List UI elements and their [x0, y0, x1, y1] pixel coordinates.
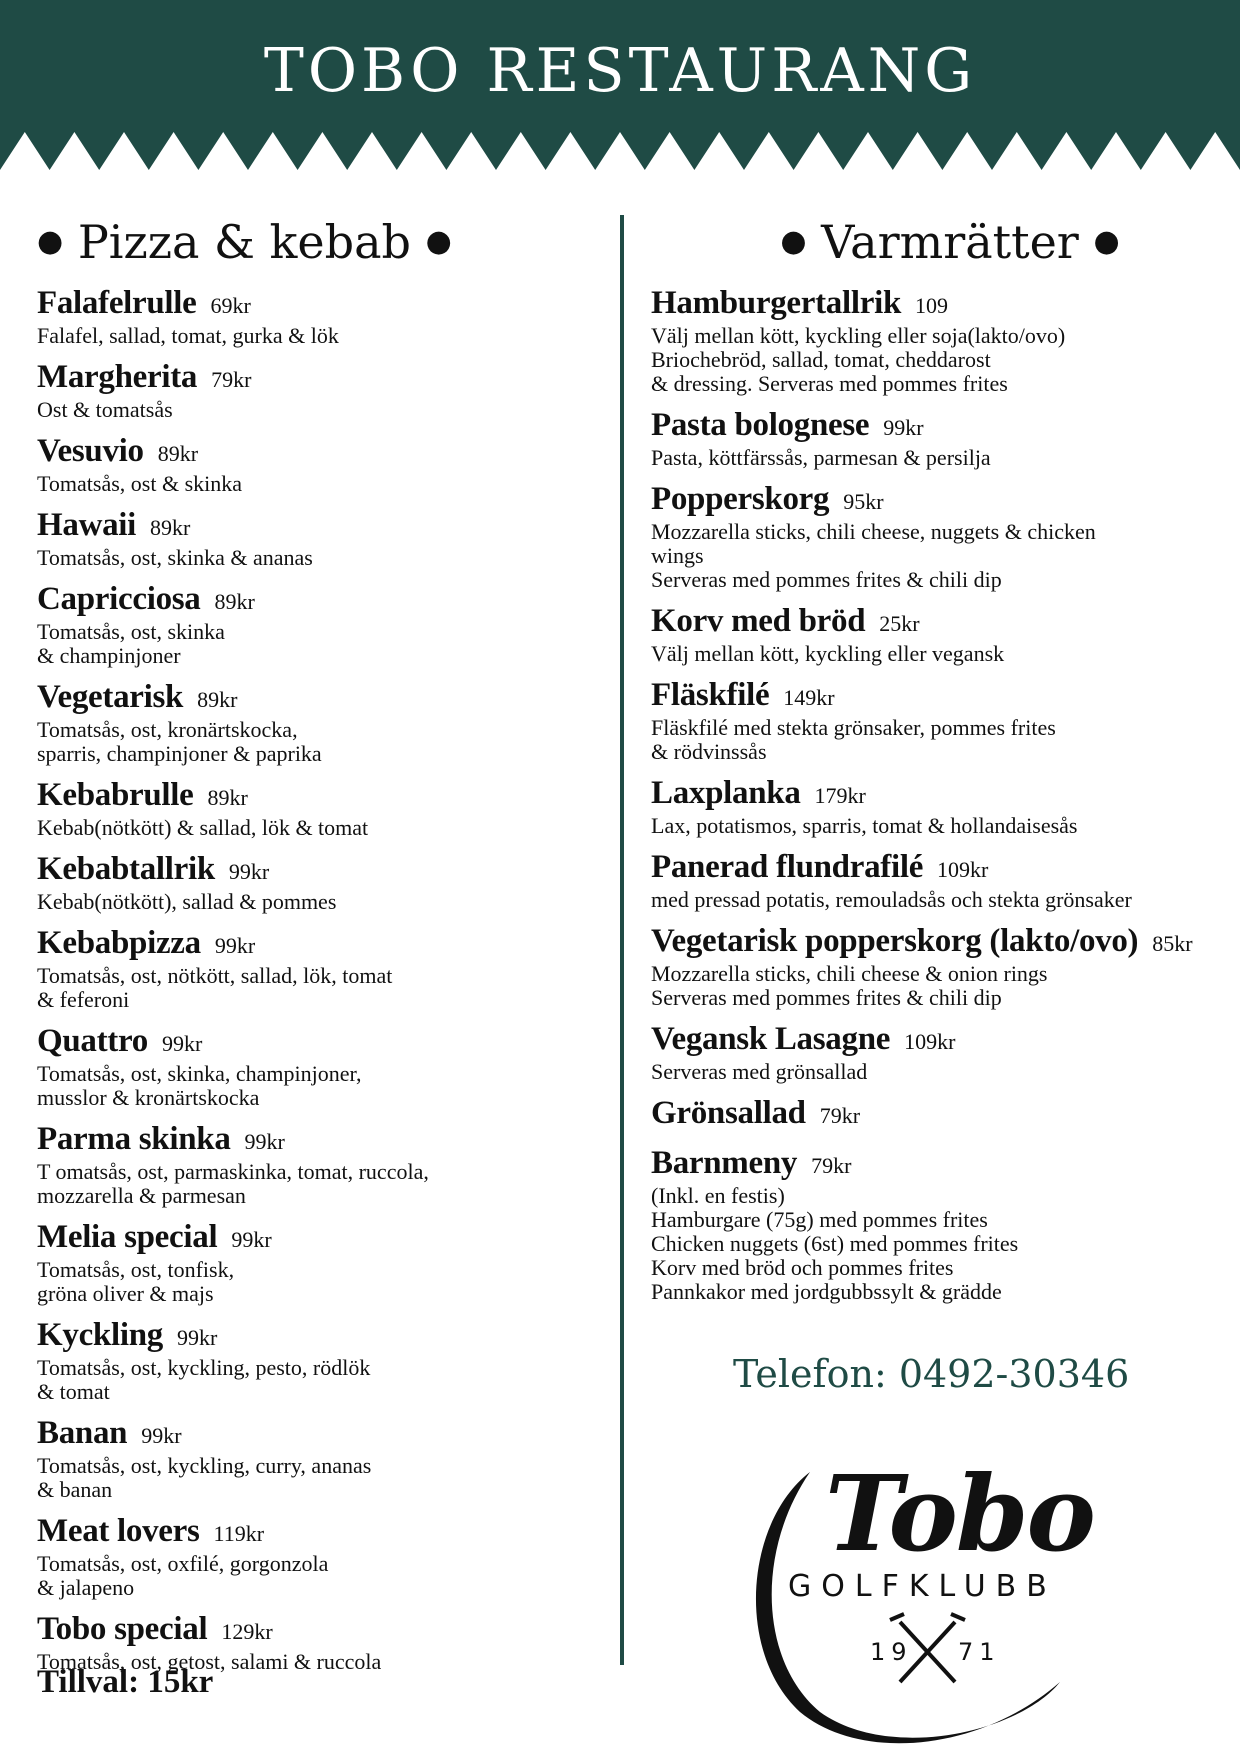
menu-item-name: Grönsallad [651, 1095, 806, 1131]
menu-item-price: 109kr [904, 1029, 956, 1054]
logo-script-text: Tobo [825, 1452, 1094, 1575]
phone-number: Telefon: 0492-30346 [733, 1352, 1130, 1396]
menu-item-header [37, 433, 597, 472]
menu-item-price: 85kr [1152, 931, 1193, 956]
menu-item [37, 925, 597, 1012]
menu-item [651, 1145, 1231, 1304]
menu-item [37, 1317, 597, 1404]
tobo-golfklubb-logo [740, 1452, 1110, 1754]
menu-item-price: 95kr [843, 489, 884, 514]
menu-item-price: 109kr [937, 857, 989, 882]
menu-item-name: Vegetarisk popperskorg (lakto/ovo) [651, 923, 1139, 959]
menu-item [37, 507, 597, 570]
menu-item-name: Laxplanka [651, 775, 801, 811]
bullet-dot-icon: ● [37, 224, 64, 259]
menu-item-name: Kebabtallrik [37, 851, 215, 887]
menu-item-price: 25kr [879, 611, 920, 636]
section-title-text: Pizza & kebab [77, 215, 411, 269]
menu-item-name: Margherita [37, 359, 198, 395]
menu-item-description: musslor & kronärtskocka [37, 1085, 260, 1110]
logo-year-left: 19 [870, 1638, 913, 1666]
menu-item-header [37, 1513, 597, 1552]
header-banner [0, 0, 1240, 178]
menu-item-price: 99kr [141, 1423, 182, 1448]
section-title-varmratter [651, 212, 1231, 276]
menu-item-description: Tomatsås, ost, skinka, champinjoner, [37, 1061, 362, 1086]
menu-item-description: Tomatsås, ost & skinka [37, 471, 243, 496]
menu-item-description: Serveras med pommes frites & chili dip [651, 567, 1002, 592]
menu-item-name: Parma skinka [37, 1121, 231, 1157]
menu-item-header [37, 679, 597, 718]
tillval-note: Tillval: 15kr [37, 1664, 214, 1700]
menu-item-price: 89kr [157, 441, 199, 466]
menu-item-header [651, 285, 1231, 324]
menu-item-price: 119kr [213, 1521, 265, 1546]
menu-item-price: 89kr [197, 687, 238, 712]
menu-item-header [37, 359, 597, 398]
menu-item-price: 69kr [210, 293, 251, 318]
menu-item-name: Falafelrulle [37, 285, 197, 321]
menu-item-price: 99kr [228, 859, 270, 884]
menu-item-price: 179kr [814, 783, 866, 808]
menu-item-description: Välj mellan kött, kyckling eller soja(lakto/ovo) [651, 323, 1066, 348]
menu-item [651, 1095, 1231, 1134]
menu-item-header [37, 925, 597, 964]
menu-item-header [37, 1219, 597, 1258]
menu-item-name: Melia special [37, 1219, 218, 1255]
menu-item-description: Korv med bröd och pommes frites [651, 1255, 954, 1280]
menu-item-description: Lax, potatismos, sparris, tomat & hollandaisesås [651, 813, 1078, 838]
menu-item [37, 1023, 597, 1110]
menu-item-name: Vegansk Lasagne [651, 1021, 891, 1057]
menu-item-description: & jalapeno [37, 1575, 135, 1600]
menu-item-header [651, 923, 1231, 962]
menu-item-description: & tomat [37, 1379, 110, 1404]
menu-item-price: 99kr [244, 1129, 285, 1154]
menu-item-price: 109 [915, 293, 948, 318]
bullet-dot-icon: ● [1093, 224, 1120, 259]
menu-item-price: 99kr [161, 1031, 203, 1056]
menu-item-description: mozzarella & parmesan [37, 1183, 246, 1208]
menu-item-description: & rödvinssås [651, 739, 767, 764]
menu-item-header [651, 677, 1231, 716]
menu-item [37, 777, 597, 840]
menu-item-header [37, 507, 597, 546]
menu-item-name: Popperskorg [651, 481, 830, 517]
menu-item-description: gröna oliver & majs [37, 1281, 214, 1306]
menu-item [37, 285, 597, 348]
menu-item [651, 285, 1231, 396]
menu-item-name: Vesuvio [37, 433, 144, 469]
menu-item-description: Tomatsås, ost, oxfilé, gorgonzola [37, 1551, 329, 1576]
menu-item [37, 679, 597, 766]
menu-item [651, 481, 1231, 592]
menu-item-header [651, 407, 1231, 446]
menu-item [37, 1513, 597, 1600]
menu-item-price: 79kr [819, 1103, 861, 1128]
menu-item-description: Kebab(nötkött), sallad & pommes [37, 889, 337, 914]
section-title-text: Varmrätter [821, 215, 1079, 269]
menu-item-description: Pasta, köttfärssås, parmesan & persilja [651, 445, 991, 470]
menu-item-description: sparris, champinjoner & paprika [37, 741, 322, 766]
menu-item-description: Mozzarella sticks, chili cheese & onion rings [651, 961, 1048, 986]
menu-item-description: Tomatsås, ost, tonfisk, [37, 1257, 235, 1282]
menu-item-name: Kyckling [37, 1317, 163, 1353]
menu-item-name: Meat lovers [37, 1513, 200, 1549]
menu-item [37, 1121, 597, 1208]
menu-item [651, 775, 1231, 838]
menu-item-price: 79kr [211, 367, 252, 392]
menu-item-header [651, 1095, 1231, 1134]
menu-item [37, 581, 597, 668]
logo-club-name: GOLFKLUBB [788, 1569, 1057, 1604]
menu-item-price: 79kr [811, 1153, 852, 1178]
menu-item-price: 99kr [176, 1325, 218, 1350]
menu-item-description: med pressad potatis, remouladsås och stekta grönsaker [651, 887, 1132, 912]
menu-item-header [37, 1121, 597, 1160]
menu-item-price: 99kr [214, 933, 256, 958]
menu-item-description: Tomatsås, ost, kyckling, pesto, rödlök [37, 1355, 371, 1380]
menu-item-header [651, 603, 1231, 642]
page-title: TOBO RESTAURANG [263, 36, 977, 106]
menu-item-description: Fläskfilé med stekta grönsaker, pommes frites [651, 715, 1056, 740]
menu-item-name: Vegetarisk [37, 679, 184, 715]
menu-item-description: Briochebröd, sallad, tomat, cheddarost [651, 347, 991, 372]
menu-item-price: 89kr [150, 515, 191, 540]
menu-item [37, 433, 597, 496]
menu-item [651, 849, 1231, 912]
menu-item [37, 1415, 597, 1502]
menu-item-header [37, 851, 597, 890]
varmratter-column [651, 212, 1231, 1318]
menu-item-price: 89kr [207, 785, 248, 810]
logo-year-right: 71 [958, 1638, 1001, 1666]
menu-item-description: Tomatsås, ost, skinka [37, 619, 225, 644]
menu-item-name: Fläskfilé [651, 677, 770, 713]
menu-item-name: Pasta bolognese [651, 407, 870, 443]
menu-item-name: Hawaii [37, 507, 137, 543]
menu-item-description: Tomatsås, ost, kronärtskocka, [37, 717, 298, 742]
section-title-pizza-kebab [37, 212, 597, 276]
menu-item-description: & banan [37, 1477, 113, 1502]
menu-item-name: Korv med bröd [651, 603, 866, 639]
varm-item-list [651, 285, 1231, 1304]
menu-item-description: Falafel, sallad, tomat, gurka & lök [37, 323, 339, 348]
menu-item-description: Mozzarella sticks, chili cheese, nuggets & chicken [651, 519, 1096, 544]
pizza-kebab-column [37, 212, 597, 1688]
bullet-dot-icon: ● [425, 224, 452, 259]
menu-item-price: 129kr [221, 1619, 273, 1644]
menu-item [651, 923, 1231, 1010]
menu-item-description: Serveras med grönsallad [651, 1059, 868, 1084]
menu-item-description: & feferoni [37, 987, 130, 1012]
menu-item-description: Tomatsås, ost, skinka & ananas [37, 545, 313, 570]
menu-item-description: Tomatsås, ost, getost, salami & ruccola [37, 1649, 382, 1674]
menu-item-header [651, 775, 1231, 814]
menu-item [37, 359, 597, 422]
menu-item-description: T omatsås, ost, parmaskinka, tomat, ruccola, [37, 1159, 429, 1184]
menu-item-header [37, 1611, 597, 1650]
menu-item-price: 99kr [883, 415, 924, 440]
menu-item-name: Panerad flundrafilé [651, 849, 924, 885]
menu-item [651, 677, 1231, 764]
menu-item-header [37, 1317, 597, 1356]
menu-item-header [37, 777, 597, 816]
menu-item-description: (Inkl. en festis) [651, 1183, 785, 1208]
menu-item-description: wings [651, 543, 704, 568]
menu-item [651, 407, 1231, 470]
menu-item-header [651, 1145, 1231, 1184]
menu-item-description: & champinjoner [37, 643, 181, 668]
menu-item-name: Capricciosa [37, 581, 201, 617]
menu-item [651, 603, 1231, 666]
menu-item-description: Chicken nuggets (6st) med pommes frites [651, 1231, 1019, 1256]
menu-item-price: 89kr [214, 589, 255, 614]
menu-item-name: Kebabpizza [37, 925, 201, 961]
menu-item-header [651, 849, 1231, 888]
menu-item-name: Banan [37, 1415, 128, 1451]
menu-item-description: Serveras med pommes frites & chili dip [651, 985, 1002, 1010]
menu-item-price: 149kr [783, 685, 835, 710]
column-divider [620, 215, 624, 1665]
menu-item-description: Kebab(nötkött) & sallad, lök & tomat [37, 815, 369, 840]
bullet-dot-icon: ● [780, 224, 807, 259]
menu-item-header [37, 285, 597, 324]
menu-item-header [37, 581, 597, 620]
menu-item-name: Kebabrulle [37, 777, 194, 813]
menu-item-header [651, 1021, 1231, 1060]
menu-item-name: Barnmeny [651, 1145, 798, 1181]
menu-item [37, 851, 597, 914]
menu-item-header [37, 1415, 597, 1454]
menu-item-name: Quattro [37, 1023, 148, 1059]
menu-item-description: Pannkakor med jordgubbssylt & grädde [651, 1279, 1002, 1304]
menu-item-description: Ost & tomatsås [37, 397, 173, 422]
menu-item-description: & dressing. Serveras med pommes frites [651, 371, 1008, 396]
menu-item [37, 1219, 597, 1306]
menu-item-name: Hamburgertallrik [651, 285, 901, 321]
menu-item [651, 1021, 1231, 1084]
menu-item-description: Tomatsås, ost, nötkött, sallad, lök, tomat [37, 963, 393, 988]
menu-item-description: Tomatsås, ost, kyckling, curry, ananas [37, 1453, 372, 1478]
menu-item-description: Hamburgare (75g) med pommes frites [651, 1207, 988, 1232]
menu-item-price: 99kr [231, 1227, 272, 1252]
menu-item-name: Tobo special [37, 1611, 208, 1647]
pizza-item-list [37, 285, 597, 1674]
menu-item-description: Välj mellan kött, kyckling eller vegansk [651, 641, 1005, 666]
menu-item-header [37, 1023, 597, 1062]
menu-item-header [651, 481, 1231, 520]
